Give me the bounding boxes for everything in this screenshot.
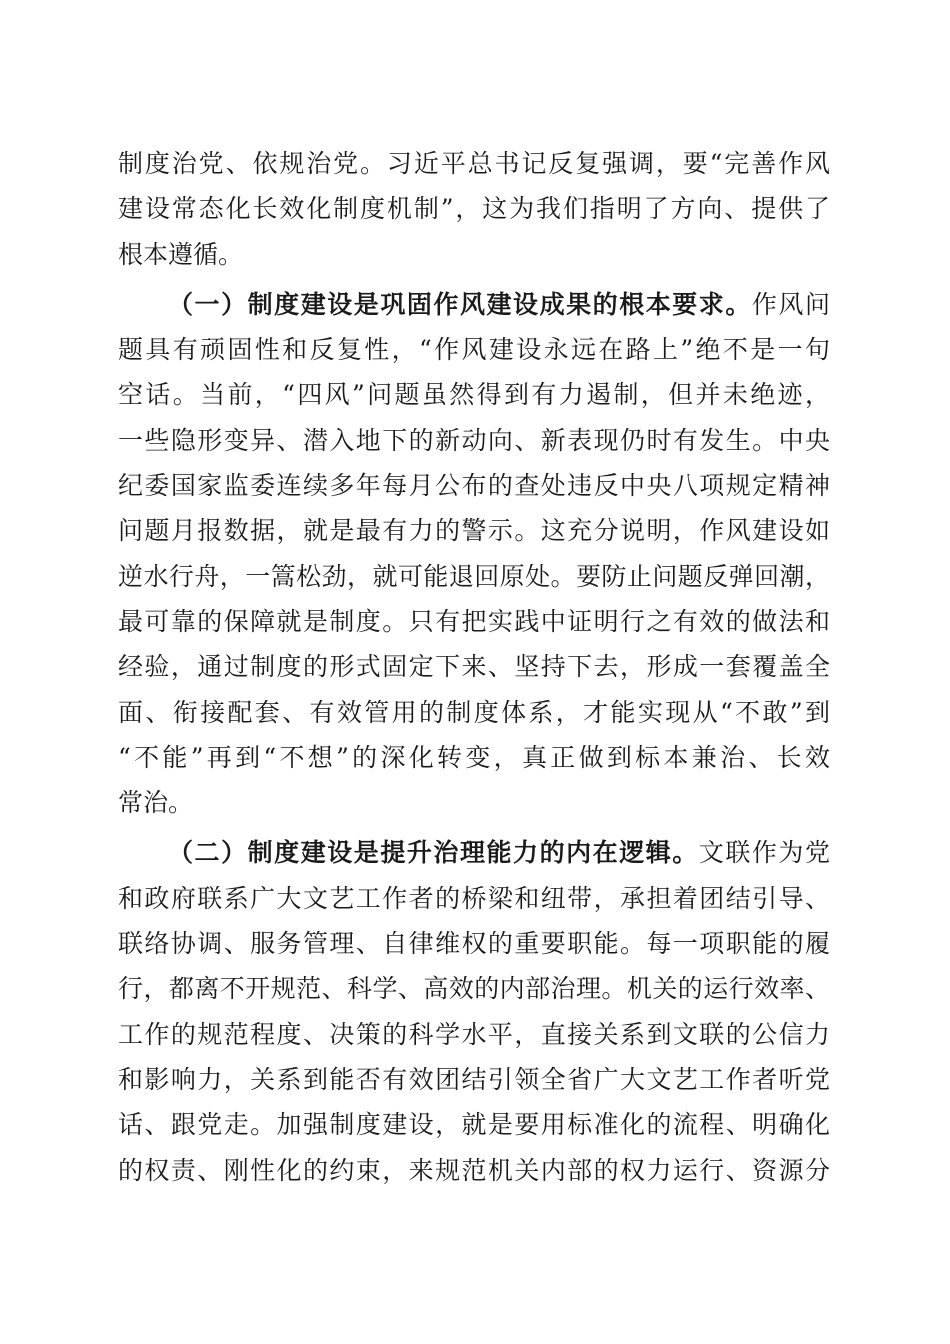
text-line: 工作的规范程度、决策的科学水平，直接关系到文联的公信力 xyxy=(118,1019,830,1049)
section-heading: （一）制度建设是巩固作风建设成果的根本要求。 xyxy=(168,289,752,319)
text-line: 经验，通过制度的形式固定下来、坚持下去，形成一套覆盖全 xyxy=(118,652,830,682)
text-line: 和政府联系广大文艺工作者的桥梁和纽带，承担着团结引导、 xyxy=(118,883,830,913)
text-line: 纪委国家监委连续多年每月公布的查处违反中央八项规定精神 xyxy=(118,471,830,501)
text-line: 常治。 xyxy=(118,788,194,818)
text-line: 话、跟党走。加强制度建设，就是要用标准化的流程、明确化 xyxy=(118,1110,830,1140)
text-line: 最可靠的保障就是制度。只有把实践中证明行之有效的做法和 xyxy=(118,606,830,636)
text-line: 制度治党、依规治党。习近平总书记反复强调，要“完善作风 xyxy=(118,149,830,178)
text-line: 行，都离不开规范、科学、高效的内部治理。机关的运行效率、 xyxy=(118,974,830,1004)
text-line xyxy=(118,282,830,327)
text-fragment: 作风问 xyxy=(751,289,830,319)
text-line: 建设常态化长效化制度机制”，这为我们指明了方向、提供了 xyxy=(118,194,830,224)
paragraph xyxy=(118,282,830,826)
text-line: 一些隐形变异、潜入地下的新动向、新表现仍时有发生。中央 xyxy=(118,425,830,455)
paragraph xyxy=(118,830,830,1192)
text-line: 问题月报数据，就是最有力的警示。这充分说明，作风建设如 xyxy=(118,516,830,546)
text-line: 逆水行舟，一篙松劲，就可能退回原处。要防止问题反弹回潮， xyxy=(118,561,830,591)
text-line xyxy=(118,830,830,875)
text-fragment: 文联作为党 xyxy=(698,838,830,868)
text-line: 联络协调、服务管理、自律维权的重要职能。每一项职能的履 xyxy=(118,929,830,959)
text-line: 面、衔接配套、有效管用的制度体系，才能实现从“不敢”到 xyxy=(118,697,830,727)
text-line: 和影响力，关系到能否有效团结引领全省广大文艺工作者听党 xyxy=(118,1064,830,1094)
text-line: 空话。当前，“四风”问题虽然得到有力遏制，但并未绝迹， xyxy=(118,380,830,410)
text-line: 题具有顽固性和反复性，“作风建设永远在路上”绝不是一句 xyxy=(118,335,830,365)
text-line: 根本遵循。 xyxy=(118,239,244,269)
text-line: “不能”再到“不想”的深化转变，真正做到标本兼治、长效 xyxy=(118,742,830,772)
section-heading: （二）制度建设是提升治理能力的内在逻辑。 xyxy=(168,838,699,868)
paragraph xyxy=(118,141,830,277)
text-line: 的权责、刚性化的约束，来规范机关内部的权力运行、资源分 xyxy=(118,1155,830,1185)
body-text xyxy=(118,141,830,1193)
